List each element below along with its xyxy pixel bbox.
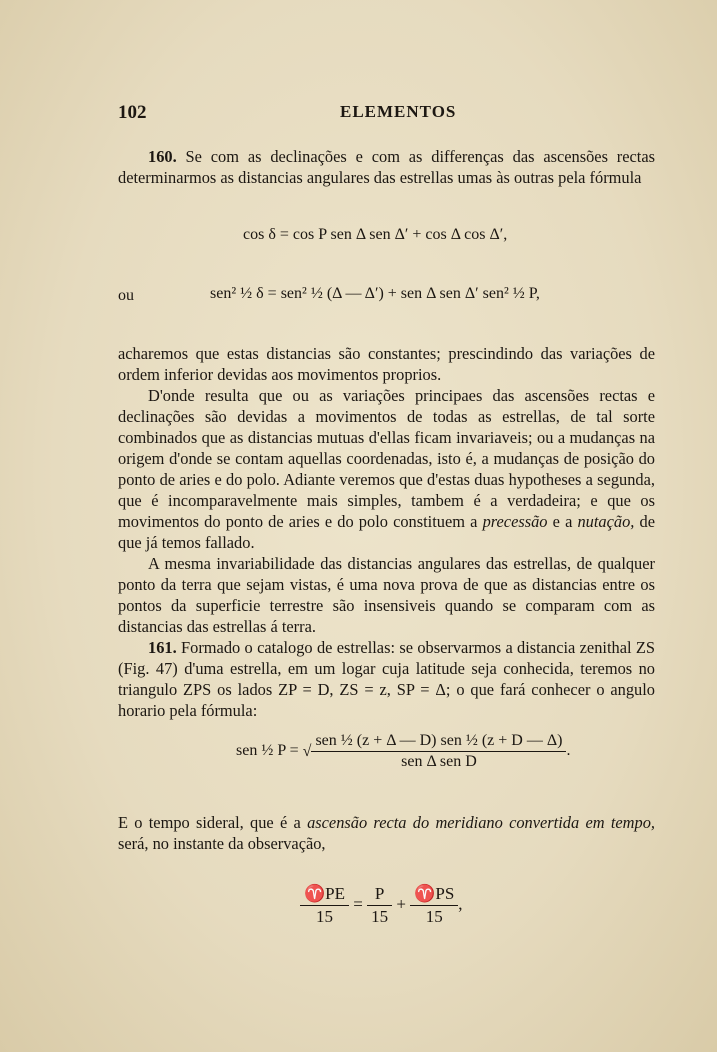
ou-label: ou (118, 287, 134, 304)
numerator: sen ½ (z + Δ — D) sen ½ (z + D — Δ) (311, 732, 566, 752)
plus-sign: + (392, 894, 411, 914)
text-run: E o tempo sideral, que é a (118, 813, 308, 832)
fraction (311, 732, 566, 771)
denominator: sen Δ sen D (401, 753, 477, 770)
paragraph (118, 385, 655, 553)
fraction (410, 884, 458, 927)
term-precessao: precessão (482, 512, 548, 531)
paragraph (118, 637, 655, 721)
section-160-body (118, 343, 655, 721)
equals-sign: = (349, 894, 368, 914)
section-161-body (118, 812, 655, 854)
text-run: de que já temos fallado. (118, 512, 655, 552)
italic-run: ascensão recta do meridiano convertida em tempo, (307, 813, 655, 832)
text-run: será, no instante da observação, (118, 834, 326, 853)
paragraph: acharemos que estas distancias são constantes; prescindindo das variações de ordem inferior devidas aos movimentos proprios. (118, 344, 655, 384)
term-nutacao: nutação, (577, 512, 635, 531)
text-run: D'onde resulta que ou as variações principaes das ascensões rectas e declinações são devidas a movimentos de todas as estrellas, de tal sorte combinados que as distancias mutuas d'ellas ficam invariaveis; ou a mudanças na origem d'onde se contam aquellas coordenadas, isto é, a mudanças de posição do ponto de aries e do polo. Adiante veremos que d'estas duas hypotheses a segunda, que é incomparavelmente mais simples, tambem é a verdadeira; e que os movimentos do ponto de aries e do polo constituem a (118, 386, 655, 531)
trailing-comma: , (458, 894, 463, 914)
section-number: 160. (148, 147, 177, 166)
running-head: ELEMENTOS (340, 102, 457, 121)
formula-sidereal-time (300, 884, 463, 927)
paragraph (118, 812, 655, 854)
text-run: e a (547, 512, 578, 531)
page-number: 102 (118, 102, 147, 123)
denominator: 15 (371, 907, 389, 926)
text-run: Formado o catalogo de estrellas: se observarmos a distancia zenithal ZS (Fig. 47) d'uma estrella, em um logar cuja latitude seja conhecida, teremos no triangulo ZPS os lados ZP = D, ZS = z, SP = Δ; o que fará conhecer o angulo horario pela fórmula: (118, 638, 655, 720)
formula-cosine: cos δ = cos P sen Δ sen Δ′ + cos Δ cos Δ′, (243, 226, 508, 243)
section-number: 161. (148, 638, 177, 657)
fraction (367, 884, 392, 927)
page-header (118, 102, 658, 128)
formula-haversine: sen² ½ δ = sen² ½ (Δ — Δ′) + sen Δ sen Δ′ sen² ½ P, (210, 285, 540, 302)
fraction (300, 884, 349, 927)
paragraph: Se com as declinações e com as differenças das ascensões rectas determinarmos as distancias angulares das estrellas umas às outras pela fórmula (118, 147, 655, 187)
numerator: ♈PE (300, 884, 349, 906)
section-160-intro (118, 146, 655, 188)
paragraph: A mesma invariabilidade das distancias angulares das estrellas, de qualquer ponto da terra que sejam vistas, é uma nova prova de que as distancias entre os pontos da superficie terrestre são insensiveis quando se comparam com as distancias das estrellas á terra. (118, 554, 655, 636)
sqrt-sign: √ (302, 742, 312, 760)
denominator: 15 (316, 907, 333, 926)
formula-lhs: sen ½ P = (236, 742, 303, 760)
formula-hour-angle: sen ½ P = √ $\frac{\text{sen ½ (z + Δ — D) sen ½ (z + D — Δ)}}{\text{sen Δ sen D}}$ . (236, 732, 571, 770)
denominator: 15 (425, 907, 443, 926)
numerator: ♈PS (410, 884, 458, 906)
numerator: P (367, 884, 392, 906)
